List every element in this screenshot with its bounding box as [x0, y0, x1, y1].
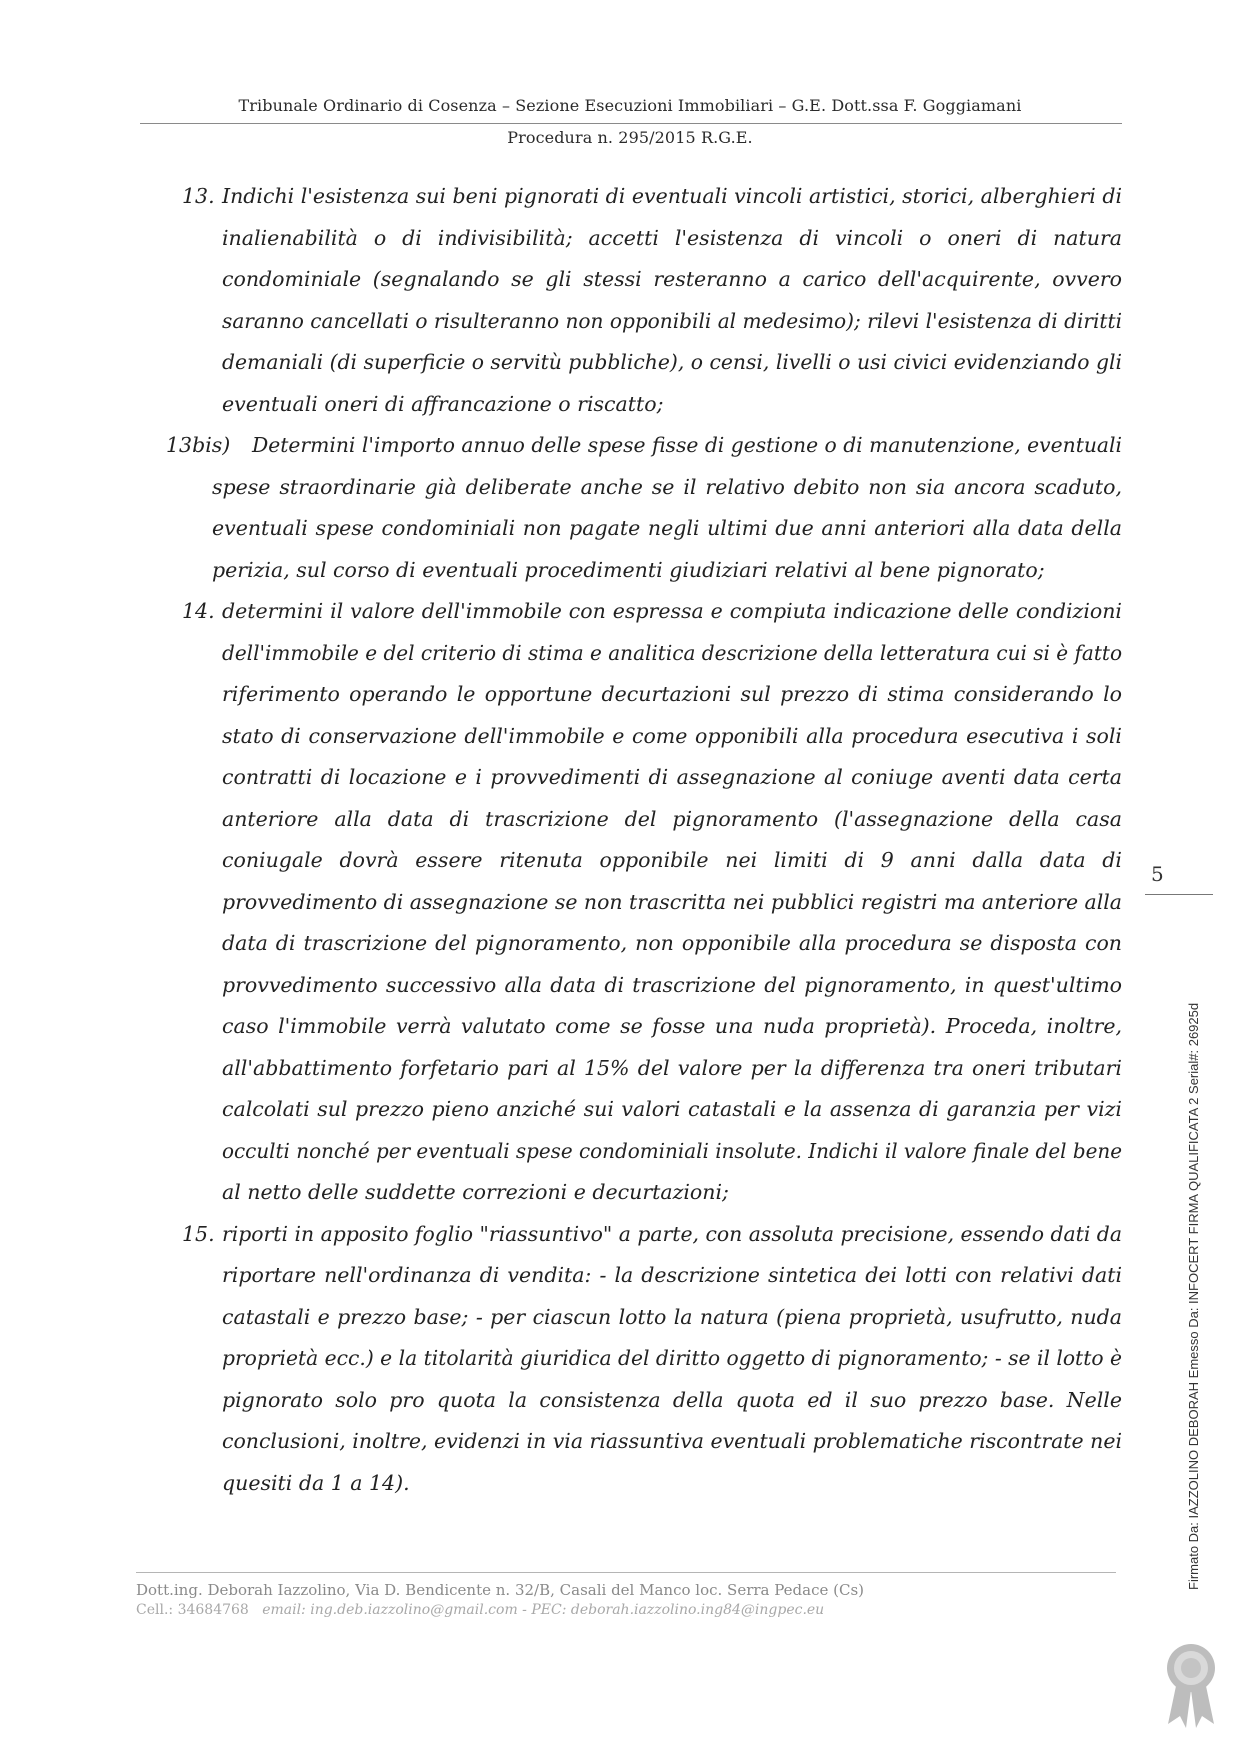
list-item-number: 15.	[182, 1221, 215, 1246]
text-line: pignorato solo pro quota la consistenza della quota ed il suo prezzo base. Nelle	[222, 1387, 1122, 1412]
text-line: all'abbattimento forfetario pari al 15% del valore per la differenza tra oneri tributari	[222, 1055, 1122, 1080]
text-line: al netto delle suddette correzioni e decurtazioni;	[222, 1180, 729, 1204]
text-line: eventuali oneri di affrancazione o riscatto;	[222, 391, 664, 416]
text-line: caso l'immobile verrà valutato come se fosse una nuda proprietà). Proceda, inoltre,	[222, 1014, 1122, 1038]
text-line: provvedimento successivo alla data di trascrizione del pignoramento, in quest'ultimo	[222, 972, 1122, 997]
text-line: quesiti da 1 a 14).	[222, 1470, 410, 1495]
document-footer	[136, 1580, 1116, 1620]
text-line: eventuali spese condominiali non pagate negli ultimi due anni anteriori alla data della	[212, 516, 1122, 540]
text-line: anteriore alla data di trascrizione del pignoramento (l'assegnazione della casa	[222, 806, 1122, 831]
list-item	[182, 176, 1122, 425]
text-line: riporti in apposito foglio "riassuntivo" a parte, con assoluta precisione, essendo dati da	[222, 1221, 1122, 1246]
list-item	[182, 591, 1122, 1214]
text-line: dell'immobile e del criterio di stima e analitica descrizione della letteratura cui si è fatto	[222, 640, 1122, 665]
text-line: inalienabilità o di indivisibilità; accetti l'esistenza di vincoli o oneri di natura	[222, 225, 1122, 250]
text-line: riportare nell'ordinanza di vendita: - la descrizione sintetica dei lotti con relativi dati	[222, 1263, 1122, 1287]
list-item-number: 13bis)	[166, 433, 231, 457]
text-line: contratti di locazione e i provvedimenti di assegnazione al coniuge aventi data certa	[222, 765, 1122, 789]
text-line: provvedimento di assegnazione se non trascritta nei pubblici registri ma anteriore alla	[222, 889, 1122, 914]
footer-divider	[136, 1572, 1116, 1573]
text-line: Indichi l'esistenza sui beni pignorati di eventuali vincoli artistici, storici, alberghieri di	[222, 184, 1122, 208]
text-line: demaniali (di superficie o servitù pubbliche), o censi, livelli o usi civici evidenziando gli	[222, 350, 1122, 374]
text-line: perizia, sul corso di eventuali procedimenti giudiziari relativi al bene pignorato;	[212, 557, 1045, 582]
signature-text: Firmato Da: IAZZOLINO DEBORAH Emesso Da: INFOCERT FIRMA QUALIFICATA 2 Serial#: 26925d	[1186, 1002, 1201, 1590]
header-procedure-line: Procedura n. 295/2015 R.G.E.	[507, 128, 753, 147]
text-line: determini il valore dell'immobile con espressa e compiuta indicazione delle condizioni	[222, 599, 1122, 623]
text-line: condominiale (segnalando se gli stessi resteranno a carico dell'acquirente, ovvero	[222, 267, 1122, 291]
footer-address: Dott.ing. Deborah Iazzolino, Via D. Bendicente n. 32/B, Casali del Manco loc. Serra Pedace (Cs)	[136, 1581, 865, 1599]
text-line: occulti nonché per eventuali spese condominiali insolute. Indichi il valore finale del bene	[222, 1138, 1122, 1163]
header-divider	[140, 123, 1122, 124]
footer-contacts	[136, 1600, 1116, 1620]
header-court-line: Tribunale Ordinario di Cosenza – Sezione Esecuzioni Immobiliari – G.E. Dott.ssa F. Goggiamani	[238, 96, 1022, 115]
text-line: proprietà ecc.) e la titolarità giuridica del diritto oggetto di pignoramento; - se il lotto è	[222, 1346, 1122, 1370]
digital-signature-stamp	[1176, 980, 1206, 1600]
text-line: coniugale dovrà essere ritenuta opponibile nei limiti di 9 anni dalla data di	[222, 848, 1122, 872]
list-item-number: 13.	[182, 184, 215, 208]
text-line: riferimento operando le opportune decurtazioni sul prezzo di stima considerando lo	[222, 682, 1122, 706]
page-number-text: 5	[1151, 862, 1164, 886]
certificate-seal-icon	[1156, 1638, 1226, 1728]
text-line: data di trascrizione del pignoramento, non opponibile alla procedura se disposta con	[222, 931, 1122, 955]
document-header	[140, 96, 1120, 147]
text-line: stato di conservazione dell'immobile e come opponibili alla procedura esecutiva i soli	[222, 723, 1122, 748]
text-line: saranno cancellati o risulteranno non opponibili al medesimo); rilevi l'esistenza di diritti	[222, 308, 1122, 333]
footer-cell: Cell.: 34684768	[136, 1602, 249, 1618]
signature-svg	[1176, 980, 1206, 1600]
list-item	[182, 1214, 1122, 1505]
list-item	[166, 425, 1122, 591]
text-line: conclusioni, inoltre, evidenzi in via riassuntiva eventuali problematiche riscontrate nei	[222, 1429, 1122, 1453]
page-number	[1145, 862, 1213, 895]
text-line: calcolati sul prezzo pieno anziché sui valori catastali e la assenza di garanzia per vizi	[222, 1097, 1122, 1121]
list-item-number: 14.	[182, 599, 215, 623]
text-line: Determini l'importo annuo delle spese fisse di gestione o di manutenzione, eventuali	[252, 433, 1122, 457]
text-line: spese straordinarie già deliberate anche se il relativo debito non sia ancora scaduto,	[212, 474, 1122, 499]
document-body	[166, 176, 1122, 1504]
text-line: catastali e prezzo base; - per ciascun lotto la natura (piena proprietà, usufrutto, nuda	[222, 1304, 1122, 1329]
footer-email: email: ing.deb.iazzolino@gmail.com - PEC: deborah.iazzolino.ing84@ingpec.eu	[262, 1602, 825, 1618]
page-number-rule	[1145, 894, 1213, 895]
